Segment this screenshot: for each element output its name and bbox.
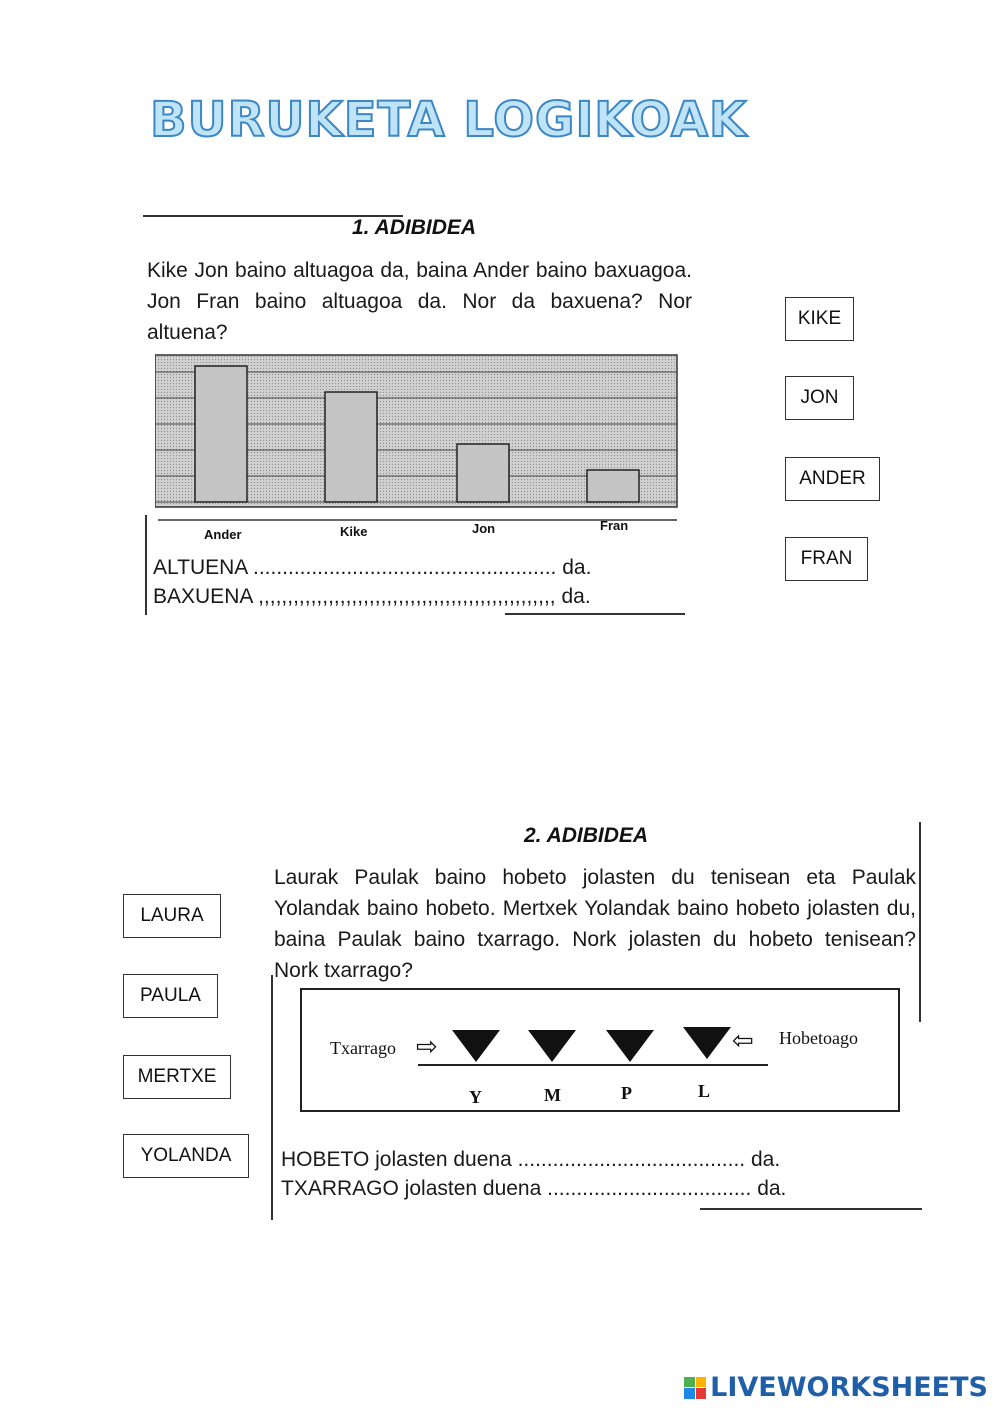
marker-m bbox=[528, 1030, 576, 1062]
chart-label-kike: Kike bbox=[340, 524, 368, 539]
bar-ander bbox=[195, 366, 247, 502]
letter-y: Y bbox=[469, 1087, 482, 1107]
bar-kike bbox=[325, 392, 377, 502]
marker-y bbox=[452, 1030, 500, 1062]
example2-answer-line-1 bbox=[281, 1148, 780, 1172]
example1-text: Kike Jon baino altuagoa da, baina Ander baino baxuagoa. Jon Fran baino altuagoa da. Nor da baxuena? Nor altuena? bbox=[147, 259, 692, 344]
bar-fran bbox=[587, 470, 639, 502]
option-ander[interactable]: ANDER bbox=[785, 457, 880, 501]
better-player-label: HOBETO jolasten duena bbox=[281, 1148, 512, 1171]
example2-text: Laurak Paulak baino hobeto jolasten du tenisean eta Paulak Yolandak baino hobeto. Mertxek Yolandak baino hobeto jolasten du, baina Paulak baino txarrago. Nork jolasten du hobeto tenisean? Nork txarrago? bbox=[274, 866, 916, 982]
tallest-dots: .................................................... bbox=[253, 556, 557, 579]
example1-answer-line-2 bbox=[153, 585, 591, 609]
chart-label-ander: Ander bbox=[204, 527, 242, 542]
brand-icon bbox=[684, 1377, 706, 1399]
option-mertxe[interactable]: MERTXE bbox=[123, 1055, 231, 1099]
letter-m: M bbox=[544, 1085, 561, 1105]
option-jon[interactable]: JON bbox=[785, 376, 854, 420]
better-player-dots: ....................................... bbox=[517, 1148, 746, 1171]
letter-p: P bbox=[621, 1083, 632, 1103]
marker-p bbox=[606, 1030, 654, 1062]
example2-answer-line-2 bbox=[281, 1177, 786, 1201]
brand-logo bbox=[684, 1372, 988, 1403]
page-title: BURUKETA LOGIKOAK bbox=[150, 92, 748, 148]
bottom-rule-1 bbox=[505, 613, 685, 615]
left-rule-1 bbox=[145, 515, 147, 615]
worse-player-dots: ................................... bbox=[547, 1177, 752, 1200]
example1-heading: 1. ADIBIDEA bbox=[352, 216, 477, 239]
better-player-end: da. bbox=[750, 1148, 781, 1171]
option-kike[interactable]: KIKE bbox=[785, 297, 854, 341]
letter-l: L bbox=[698, 1081, 711, 1101]
option-paula[interactable]: PAULA bbox=[123, 974, 218, 1018]
better-arrow-icon: ⇦ bbox=[732, 1026, 754, 1055]
chart-label-jon: Jon bbox=[472, 521, 496, 536]
brand-name: LIVEWORKSHEETS bbox=[710, 1372, 988, 1403]
ranking-axis bbox=[418, 1064, 768, 1066]
shortest-end: da. bbox=[561, 585, 591, 608]
option-yolanda[interactable]: YOLANDA bbox=[123, 1134, 249, 1178]
ranking-diagram bbox=[300, 988, 900, 1112]
marker-l bbox=[683, 1027, 731, 1059]
chart-label-fran: Fran bbox=[600, 518, 629, 533]
example2-heading: 2. ADIBIDEA bbox=[524, 824, 649, 847]
option-fran[interactable]: FRAN bbox=[785, 537, 868, 581]
tallest-end: da. bbox=[562, 556, 592, 579]
bottom-rule-2 bbox=[700, 1208, 922, 1210]
better-label: Hobetoago bbox=[779, 1028, 858, 1048]
tallest-label: ALTUENA bbox=[153, 556, 248, 579]
shortest-label: BAXUENA bbox=[153, 585, 253, 608]
right-rule-2 bbox=[919, 822, 921, 1022]
worse-player-label: TXARRAGO jolasten duena bbox=[281, 1177, 542, 1200]
bar-jon bbox=[457, 444, 509, 502]
height-chart bbox=[155, 350, 685, 525]
left-rule-2 bbox=[271, 975, 273, 1220]
example1-answer-line-1 bbox=[153, 556, 591, 580]
worse-player-end: da. bbox=[757, 1177, 787, 1200]
shortest-dots: ,,,,,,,,,,,,,,,,,,,,,,,,,,,,,,,,,,,,,,,,,,,,,,,,,,, bbox=[258, 585, 556, 608]
option-laura[interactable]: LAURA bbox=[123, 894, 221, 938]
worse-arrow-icon: ⇨ bbox=[416, 1032, 438, 1061]
worse-label: Txarrago bbox=[330, 1038, 396, 1058]
